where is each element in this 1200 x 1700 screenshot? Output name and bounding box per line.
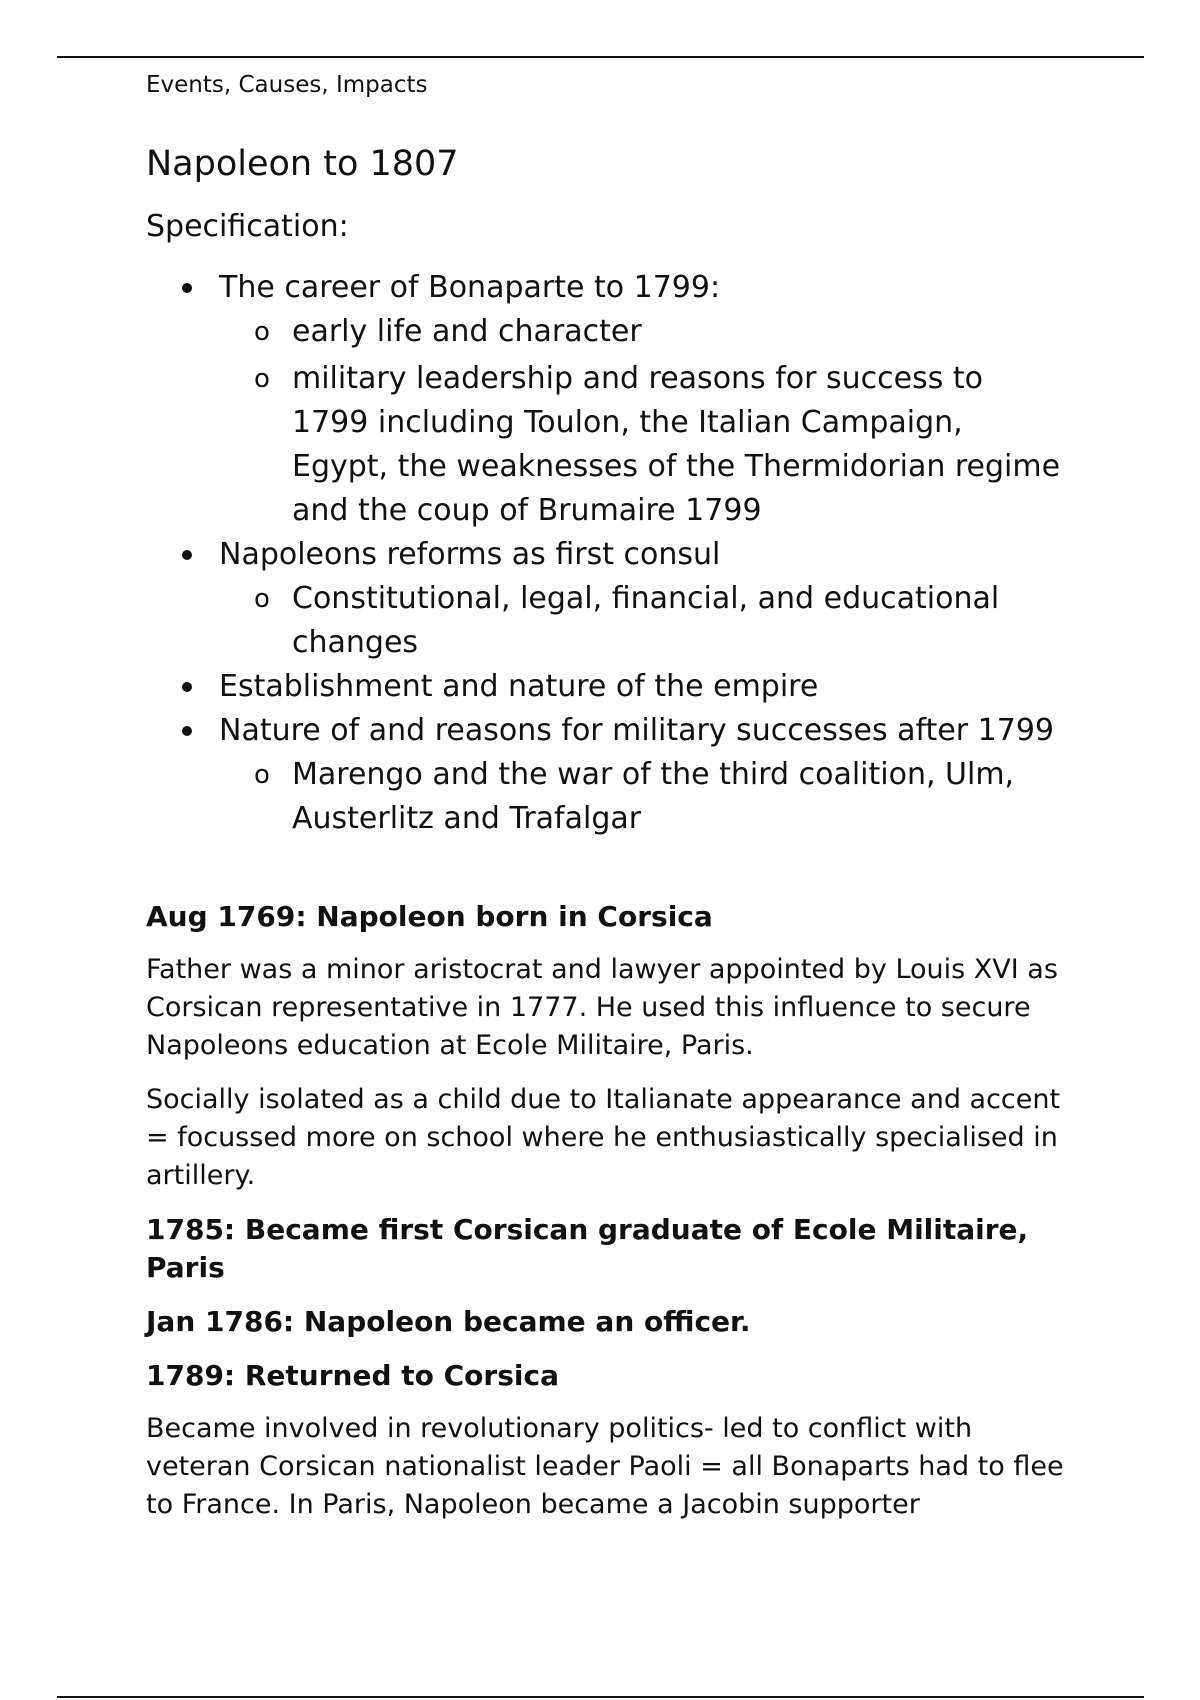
- spec-item: [146, 533, 1066, 665]
- event-paragraph: Father was a minor aristocrat and lawyer appointed by Louis XVI as Corsican representative in 1777. He used this influence to secure Napoleons education at Ecole Militaire, Paris.: [146, 954, 1058, 1061]
- event-heading-1785: 1785: Became first Corsican graduate of Ecole Militaire, Paris: [146, 1213, 1029, 1284]
- spec-item-text: The career of Bonaparte to 1799:: [219, 270, 721, 305]
- spec-sub-item: [219, 310, 1066, 354]
- running-header: Events, Causes, Impacts: [146, 72, 428, 98]
- sub-bullet-icon: o: [254, 584, 270, 614]
- sub-bullet-icon: o: [254, 317, 270, 347]
- spec-sub-item-text: Marengo and the war of the third coalition, Ulm, Austerlitz and Trafalgar: [292, 757, 1015, 836]
- spec-item: [146, 665, 1066, 709]
- specification-list: [146, 266, 1066, 841]
- page-title: Napoleon to 1807: [146, 144, 459, 184]
- event-heading-1769: Aug 1769: Napoleon born in Corsica: [146, 900, 713, 933]
- top-rule: [57, 56, 1144, 58]
- spec-sub-list: [219, 753, 1066, 841]
- spec-sub-item: [219, 753, 1066, 841]
- spec-item-text: Establishment and nature of the empire: [219, 669, 819, 704]
- spec-sub-item-text: Constitutional, legal, financial, and educational changes: [292, 581, 1000, 660]
- bullet-icon: [182, 550, 192, 560]
- bullet-icon: [182, 682, 192, 692]
- spec-item-text: Napoleons reforms as first consul: [219, 537, 721, 572]
- spec-item: [146, 266, 1066, 533]
- sub-bullet-icon: o: [254, 364, 270, 394]
- spec-sub-list: [219, 577, 1066, 665]
- spec-item-text: Nature of and reasons for military successes after 1799: [219, 713, 1054, 748]
- spec-sub-item-text: military leadership and reasons for success to 1799 including Toulon, the Italian Campaign, Egypt, the weaknesses of the Thermidorian regime and the coup of Brumaire 1799: [292, 361, 1061, 528]
- event-paragraph: Became involved in revolutionary politics- led to conflict with veteran Corsican nationalist leader Paoli = all Bonaparts had to flee to France. In Paris, Napoleon became a Jacobin supporter: [146, 1413, 1064, 1520]
- bullet-icon: [182, 283, 192, 293]
- bullet-icon: [182, 726, 192, 736]
- event-heading-1786: Jan 1786: Napoleon became an officer.: [146, 1305, 751, 1338]
- sub-bullet-icon: o: [254, 760, 270, 790]
- specification-label: Specification:: [146, 209, 349, 244]
- spec-sub-list: [219, 310, 1066, 533]
- spec-sub-item: [219, 577, 1066, 665]
- bottom-rule: [57, 1696, 1144, 1698]
- spec-item: [146, 709, 1066, 841]
- event-paragraph: Socially isolated as a child due to Italianate appearance and accent = focussed more on school where he enthusiastically specialised in artillery.: [146, 1084, 1061, 1191]
- page-content: [146, 70, 1066, 1520]
- event-heading-1789: 1789: Returned to Corsica: [146, 1359, 559, 1392]
- spec-sub-item-text: early life and character: [292, 314, 642, 349]
- spec-sub-item: [219, 357, 1066, 533]
